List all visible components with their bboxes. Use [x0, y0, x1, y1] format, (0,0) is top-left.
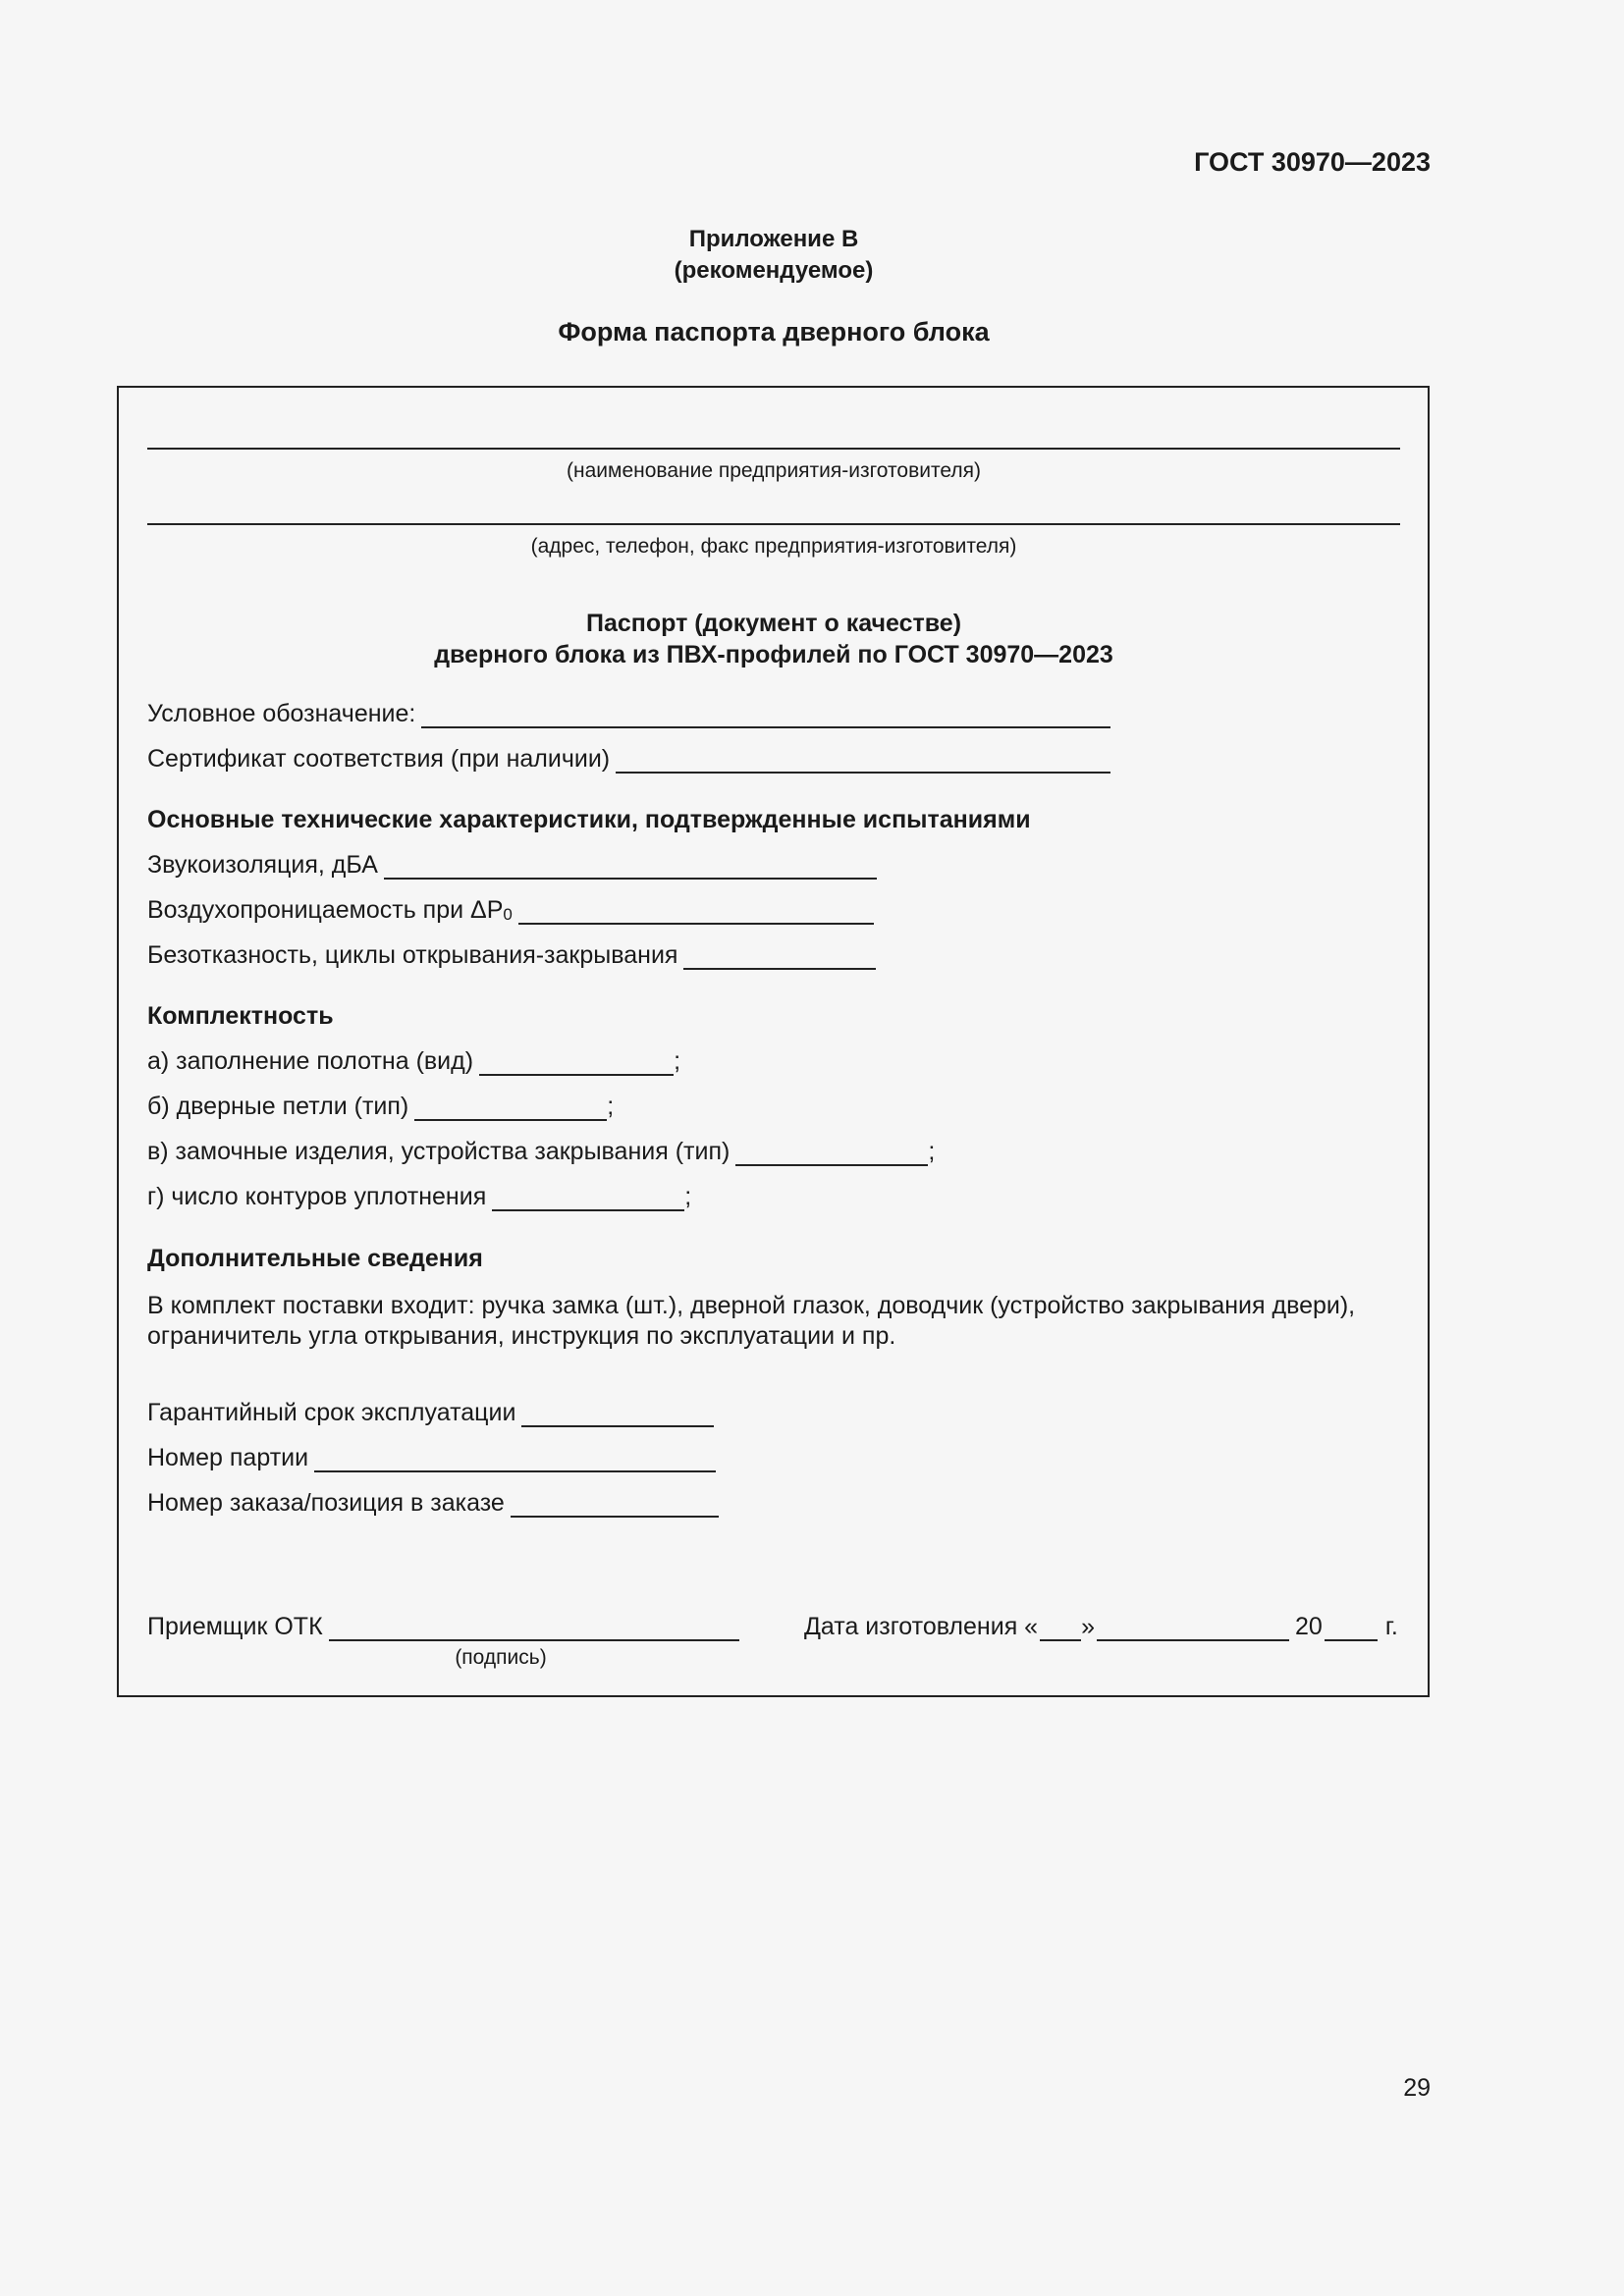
- date-label: Дата изготовления «: [804, 1613, 1039, 1640]
- designation-row: [147, 700, 1110, 728]
- manufacture-date-row: [804, 1613, 1398, 1641]
- item-d-row: [147, 1183, 691, 1211]
- date-year-prefix: 20: [1295, 1613, 1323, 1640]
- reliability-field: [683, 946, 876, 970]
- page-number: 29: [1403, 2074, 1431, 2102]
- item-b-label: б) дверные петли (тип): [147, 1093, 409, 1120]
- address-caption: (адрес, телефон, факс предприятия-изготовителя): [530, 535, 1017, 558]
- certificate-label: Сертификат соответствия (при наличии): [147, 745, 611, 773]
- appendix-subtitle: (рекомендуемое): [674, 257, 874, 284]
- item-d-semicolon: ;: [684, 1183, 692, 1210]
- date-day-field: [1040, 1618, 1081, 1641]
- completeness-heading: Комплектность: [147, 1002, 334, 1030]
- order-row: [147, 1489, 719, 1518]
- manufacturer-caption: (наименование предприятия-изготовителя): [567, 459, 981, 482]
- sound-field: [384, 856, 877, 880]
- additional-info-heading: Дополнительные сведения: [147, 1245, 483, 1272]
- sound-label: Звукоизоляция, дБА: [147, 851, 378, 879]
- item-d-label: г) число контуров уплотнения: [147, 1183, 487, 1210]
- inspector-row: [147, 1613, 739, 1641]
- batch-field: [314, 1449, 716, 1472]
- item-b-row: [147, 1093, 614, 1121]
- inspector-signature-field: [329, 1618, 739, 1641]
- batch-label: Номер партии: [147, 1444, 309, 1471]
- air-label-subscript: 0: [503, 905, 513, 924]
- item-a-field: [479, 1052, 674, 1076]
- signature-caption: (подпись): [455, 1646, 547, 1669]
- item-c-row: [147, 1138, 935, 1166]
- item-c-label: в) замочные изделия, устройства закрывания (тип): [147, 1138, 731, 1165]
- date-month-field: [1097, 1618, 1289, 1641]
- designation-field: [421, 705, 1110, 728]
- tech-characteristics-heading: Основные технические характеристики, подтвержденные испытаниями: [147, 806, 1031, 833]
- item-a-label: а) заполнение полотна (вид): [147, 1047, 474, 1075]
- order-label: Номер заказа/позиция в заказе: [147, 1489, 505, 1517]
- inspector-label: Приемщик ОТК: [147, 1613, 323, 1640]
- item-c-field: [735, 1143, 928, 1166]
- appendix-title: Приложение В: [688, 226, 859, 252]
- warranty-field: [521, 1404, 714, 1427]
- air-row: [147, 896, 874, 925]
- standard-number: ГОСТ 30970—2023: [1194, 147, 1431, 177]
- certificate-row: [147, 745, 1110, 774]
- reliability-row: [147, 941, 876, 970]
- air-label: Воздухопроницаемость при ΔP: [147, 896, 504, 924]
- address-line: [147, 523, 1400, 525]
- reliability-label: Безотказность, циклы открывания-закрывания: [147, 941, 678, 969]
- certificate-field: [616, 750, 1110, 774]
- manufacturer-line: [147, 448, 1400, 450]
- item-b-semicolon: ;: [607, 1093, 615, 1120]
- passport-title-line-2: дверного блока из ПВХ-профилей по ГОСТ 30970—2023: [434, 641, 1113, 668]
- warranty-row: [147, 1399, 714, 1427]
- date-year-field: [1325, 1618, 1378, 1641]
- form-title: Форма паспорта дверного блока: [558, 317, 990, 347]
- item-a-semicolon: ;: [674, 1047, 681, 1075]
- item-b-field: [414, 1097, 607, 1121]
- designation-label: Условное обозначение:: [147, 700, 416, 727]
- date-year-suffix: г.: [1384, 1613, 1398, 1640]
- order-field: [511, 1494, 719, 1518]
- sound-row: [147, 851, 877, 880]
- air-field: [518, 901, 874, 925]
- passport-title-line-1: Паспорт (документ о качестве): [585, 610, 962, 637]
- warranty-label: Гарантийный срок эксплуатации: [147, 1399, 516, 1426]
- item-c-semicolon: ;: [928, 1138, 936, 1165]
- date-quote-close: »: [1081, 1613, 1095, 1640]
- batch-row: [147, 1444, 716, 1472]
- additional-info-text: В комплект поставки входит: ручка замка (шт.), дверной глазок, доводчик (устройство закрывания двери), ограничитель угла открывания, инструкция по эксплуатации и пр.: [147, 1292, 1356, 1350]
- item-d-field: [492, 1188, 684, 1211]
- item-a-row: [147, 1047, 680, 1076]
